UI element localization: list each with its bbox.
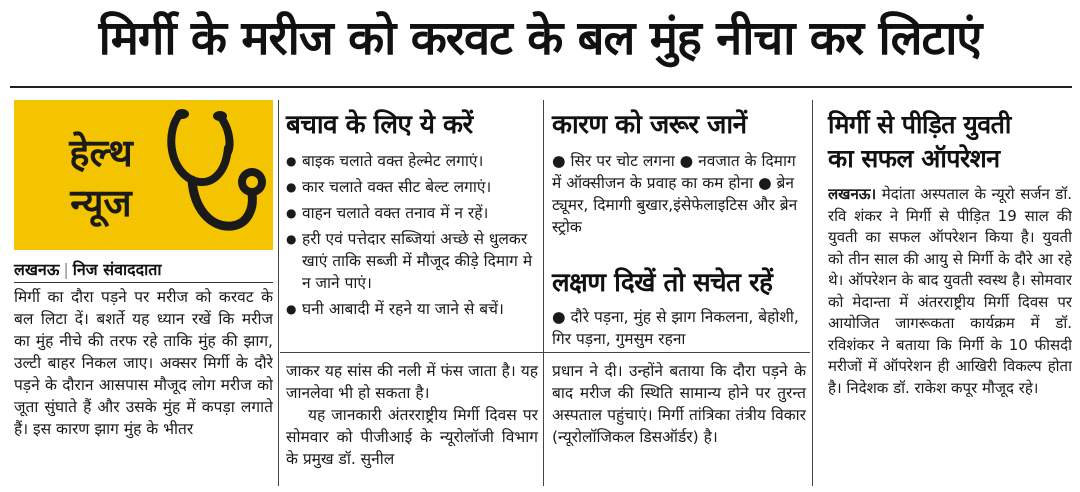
health-news-title-line1: हेल्थ [69, 131, 133, 175]
byline-place: लखनऊ [14, 260, 60, 279]
headline-rule [10, 86, 1072, 88]
byline-separator: | [63, 260, 69, 279]
causes-title: कारण को जरूर जानें [552, 110, 747, 140]
prevention-item: ● हरी एवं पत्तेदार सब्जियां अच्छे से धुलकर खाएं ताकि सब्जी में मौजूद कीड़े दिमाग मे न जाने पाएं। [286, 228, 538, 294]
info-box-bottom-rule [280, 352, 810, 353]
health-news-box [14, 100, 273, 250]
stethoscope-icon [162, 108, 272, 248]
health-news-title [36, 128, 166, 228]
page-headline: मिर्गी के मरीज को करवट के बल मुंह नीचा कर लिटाएं [98, 11, 982, 66]
main-story-column-2-para-1: जाकर यह सांस की नली में फंस जाता है। यह जानलेवा भी हो सकता है। [286, 362, 538, 402]
column-divider-1 [278, 100, 279, 486]
prevention-title: बचाव के लिए ये करें [286, 110, 473, 140]
prevention-list [286, 150, 538, 324]
prevention-item: ● कार चलाते वक्त सीट बेल्ट लगाएं। [286, 176, 538, 198]
prevention-item: ● घनी आबादी में रहने या जाने से बचें। [286, 298, 538, 320]
side-story-title [828, 108, 1011, 176]
prevention-item: ● वाहन चलाते वक्त तनाव में न रहें। [286, 202, 538, 224]
byline-reporter: निज संवाददाता [72, 260, 162, 279]
column-divider-2 [543, 100, 544, 486]
main-story-column-2-para-2: यह जानकारी अंतरराष्ट्रीय मिर्गी दिवस पर सोमवार को पीजीआई के न्यूरोलॉजी विभाग के प्रमुख डॉ. सुनील [286, 406, 538, 468]
health-news-title-line2: न्यूज [70, 181, 132, 225]
symptoms-title: लक्षण दिखें तो सचेत रहें [552, 268, 773, 298]
side-story-title-line1: मिर्गी से पीड़ित युवती [828, 110, 1011, 139]
byline [14, 260, 273, 283]
column-divider-3 [812, 100, 813, 486]
side-story-body [828, 184, 1072, 484]
symptoms-text: ● दौरे पड़ना, मुंह से झाग निकलना, बेहोशी, गिर पड़ना, गुमसुम रहना [552, 308, 799, 348]
side-story-title-line2: का सफल ऑपरेशन [828, 144, 1000, 173]
side-story-dateline: लखनऊ। [828, 185, 877, 203]
causes-text: ● सिर पर चोट लगना ● नवजात के दिमाग में ऑक्सीजन के प्रवाह का कम होना ● ब्रेन ट्यूमर, दिमागी बुखार,इंसेफेलाइटिस और ब्रेन स्ट्रोक [552, 152, 798, 236]
main-story-column-3: प्रधान ने दी। उन्होंने बताया कि दौरा पड़ने के बाद मरीज की स्थिति सामान्य होने पर तुरन्त अस्पताल पहुंचाएं। मिर्गी तांत्रिका तंत्रीय विकार (न्यूरोलॉजिकल डिसऑर्डर) है। [552, 362, 806, 446]
prevention-item: ● बाइक चलाते वक्त हेल्मेट लगाएं। [286, 150, 538, 172]
main-story-column-2 [286, 360, 538, 470]
main-story-column-1: मिर्गी का दौरा पड़ने पर मरीज को करवट के बल लिटा दें। बशर्ते यह ध्यान रखें कि मरीज का मुंह नीचे की तरफ रहे ताकि मुंह की झाग, उल्टी बाहर निकल जाए। अक्सर मिर्गी के दौरे पड़ने के दौरान आसपास मौजूद लोग मरीज को जूता सुंघाते हैं और उसके मुंह में कपड़ा लगाते हैं। इस कारण झाग मुंह के भीतर [14, 288, 273, 438]
side-story-text: मेदांता अस्पताल के न्यूरो सर्जन डॉ. रवि शंकर ने मिर्गी से पीड़ित 19 साल की युवती का सफल ऑपरेशन किया है। युवती को तीन साल की आयु से मिर्गी के दौरे आ रहे थे। ऑपरेशन के बाद युवती स्वस्थ है। सोमवार को मेदान्ता में अंतरराष्ट्रीय मिर्गी दिवस पर आयोजित जागरूकता कार्यक्रम में डॉ. रविशंकर ने बताया कि मिर्गी के 10 फीसदी मरीजों में ऑपरेशन ही आखिरी विकल्प होता है। निदेशक डॉ. राकेश कपूर मौजूद रहे। [828, 185, 1072, 397]
